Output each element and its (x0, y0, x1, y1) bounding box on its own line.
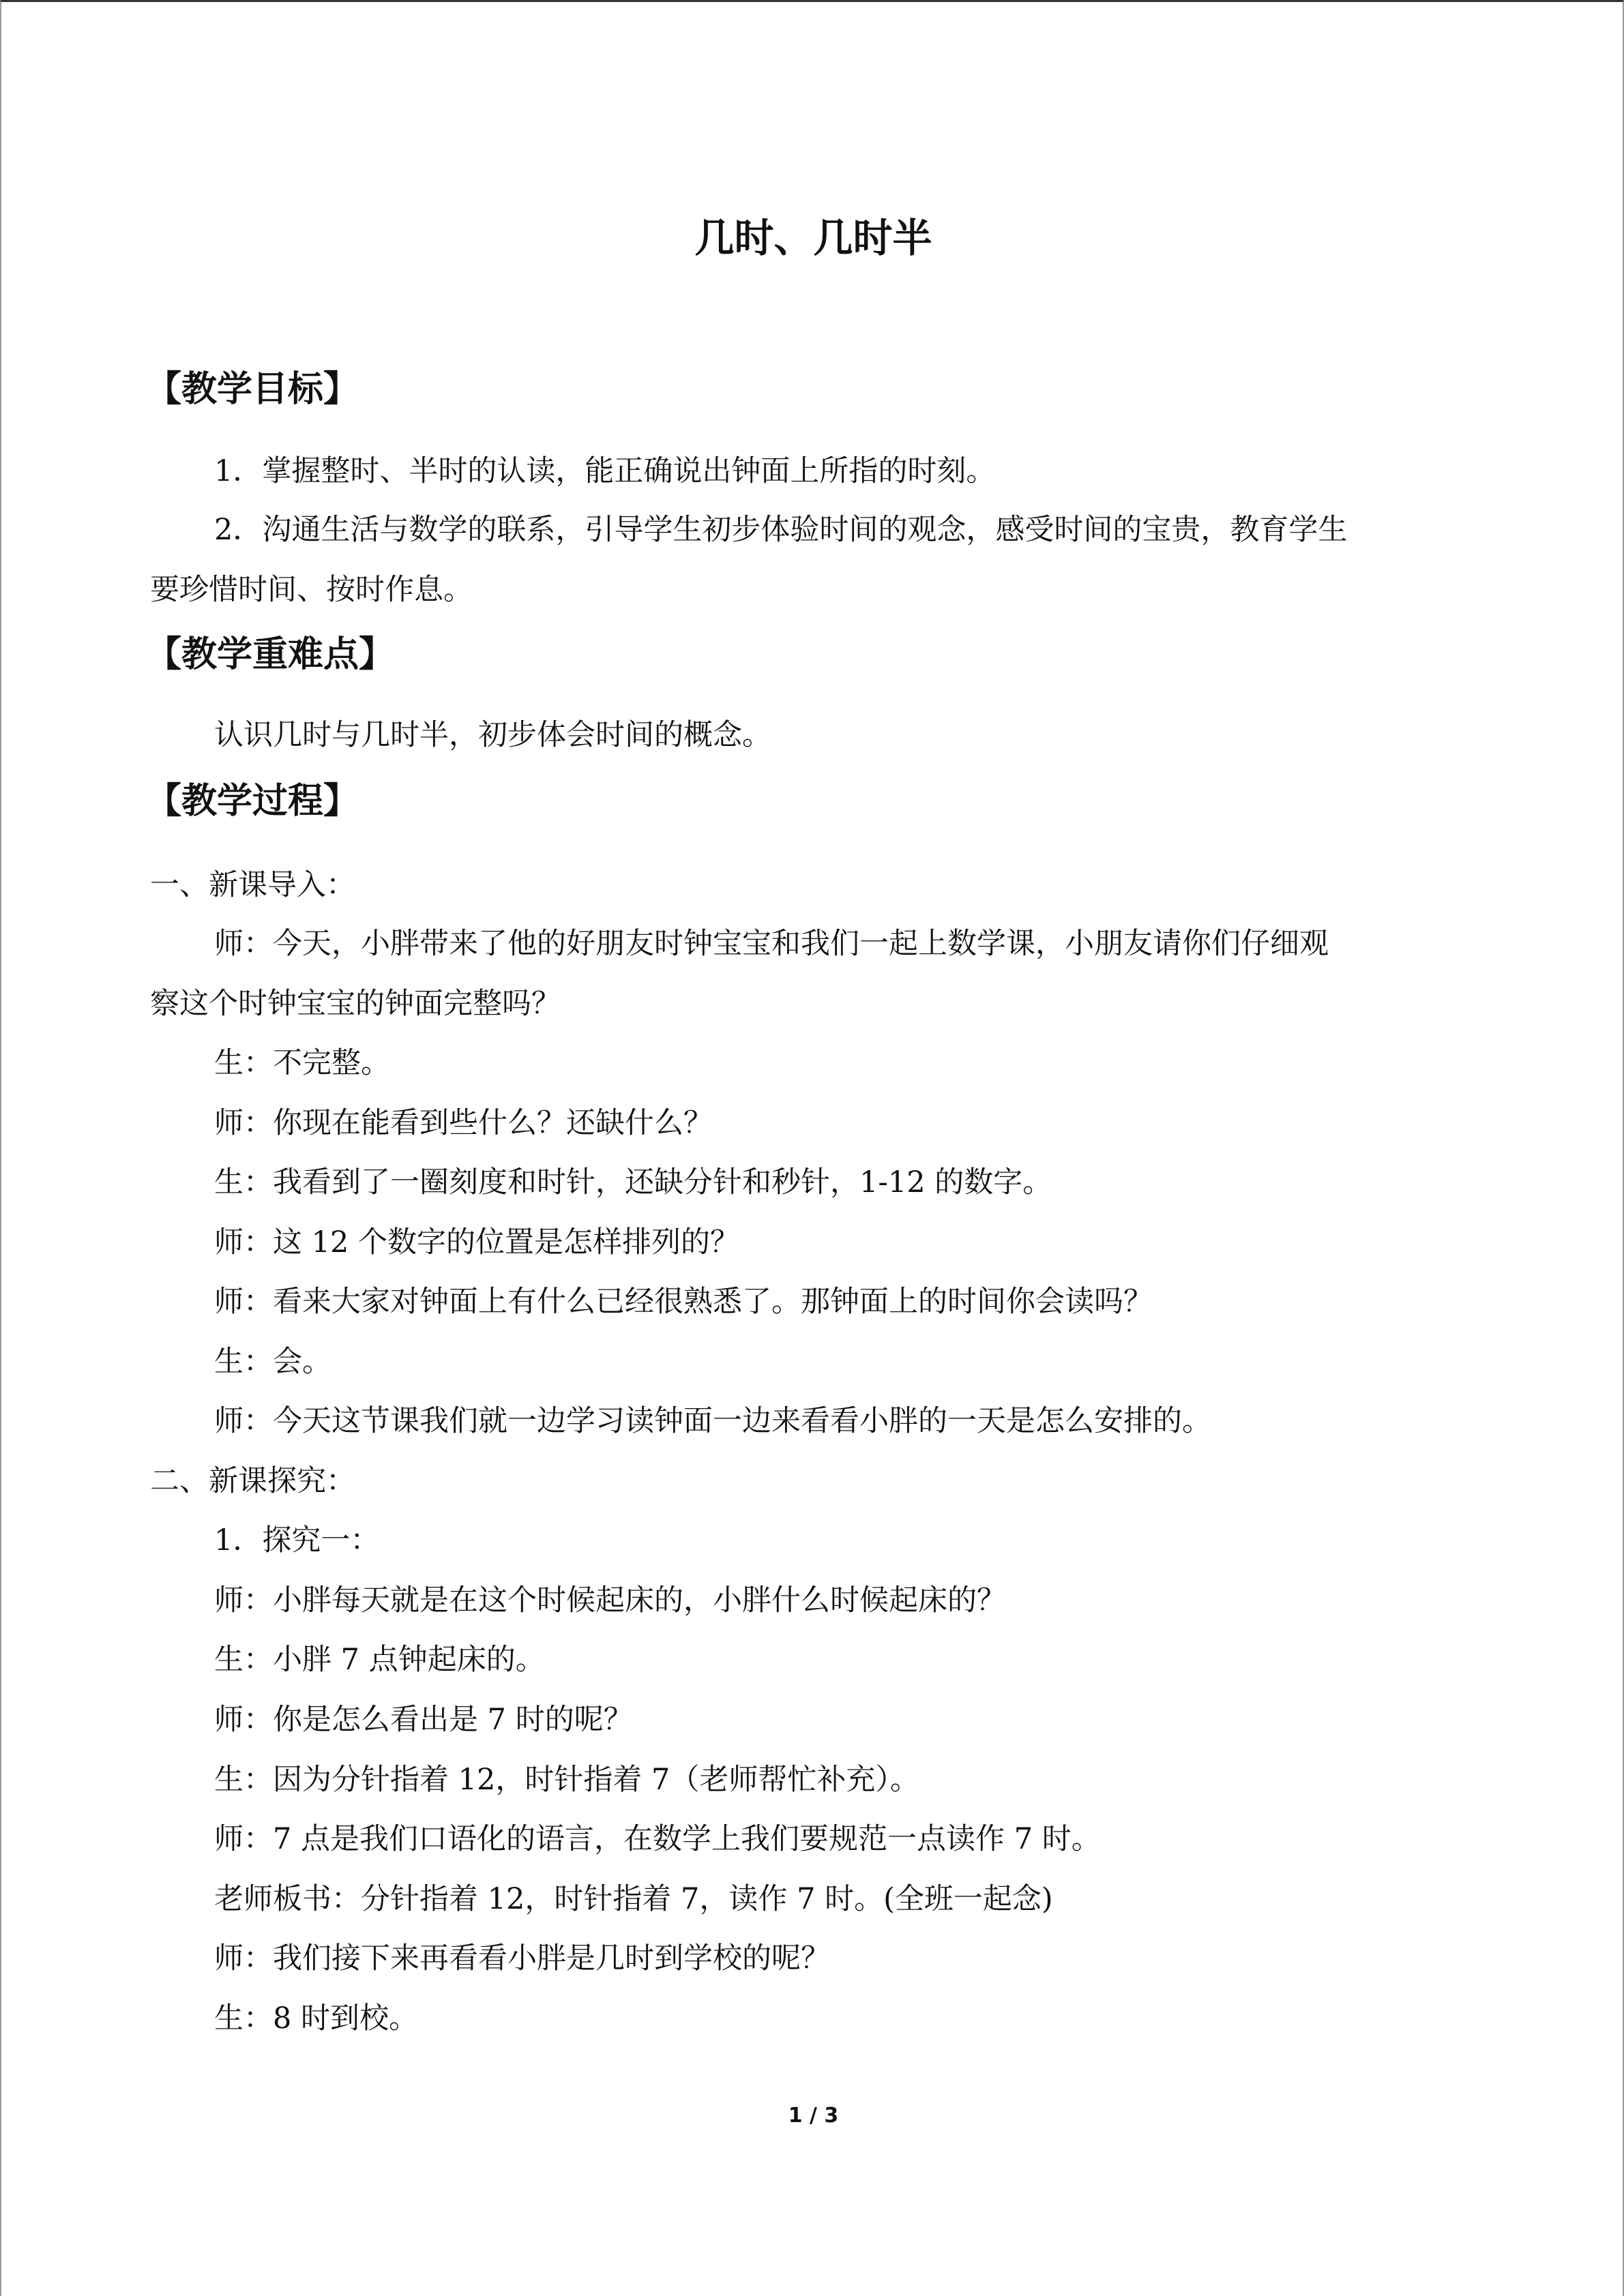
dialogue-line: 师：7 点是我们口语化的语言，在数学上我们要规范一点读作 7 时。 (214, 1822, 1101, 1856)
objective-line: 要珍惜时间、按时作息。 (150, 573, 473, 607)
heading-objectives: 【教学目标】 (146, 369, 359, 410)
page-number: 1 / 3 (788, 2104, 839, 2128)
dialogue-line: 师：看来大家对钟面上有什么已经很熟悉了。那钟面上的时间你会读吗？ (214, 1285, 1153, 1319)
heading-key-points: 【教学重难点】 (146, 634, 395, 675)
dialogue-line: 察这个时钟宝宝的钟面完整吗？ (150, 987, 561, 1021)
section-heading-explore: 二、新课探究： (150, 1464, 355, 1498)
dialogue-line: 老师板书：分针指着 12，时针指着 7，读作 7 时。(全班一起念) (214, 1882, 1053, 1916)
document-title: 几时、几时半 (694, 215, 932, 261)
dialogue-line: 师：小胖每天就是在这个时候起床的，小胖什么时候起床的？ (214, 1583, 1006, 1617)
dialogue-line: 师：我们接下来再看看小胖是几时到学校的呢？ (214, 1941, 830, 1976)
dialogue-line: 生：因为分针指着 12，时针指着 7（老师帮忙补充）。 (214, 1763, 919, 1797)
objective-line: 1．掌握整时、半时的认读，能正确说出钟面上所指的时刻。 (214, 454, 996, 488)
objective-line: 2．沟通生活与数学的联系，引导学生初步体验时间的观念，感受时间的宝贵，教育学生 (214, 513, 1348, 547)
heading-process: 【教学过程】 (146, 781, 359, 822)
dialogue-line: 生：小胖 7 点钟起床的。 (214, 1643, 545, 1677)
dialogue-line: 师：这 12 个数字的位置是怎样排列的？ (214, 1225, 740, 1259)
dialogue-line: 生：不完整。 (214, 1046, 390, 1080)
dialogue-line: 师：你是怎么看出是 7 时的呢？ (214, 1703, 633, 1737)
dialogue-line: 师：你现在能看到些什么？还缺什么？ (214, 1106, 713, 1140)
key-points-text: 认识几时与几时半，初步体会时间的概念。 (214, 718, 771, 752)
section-heading-intro: 一、新课导入： (150, 868, 355, 902)
dialogue-line: 师：今天，小胖带来了他的好朋友时钟宝宝和我们一起上数学课，小朋友请你们仔细观 (214, 927, 1329, 961)
dialogue-line: 生：会。 (214, 1345, 331, 1379)
dialogue-line: 生：8 时到校。 (214, 2001, 419, 2036)
dialogue-line: 师：今天这节课我们就一边学习读钟面一边来看看小胖的一天是怎么安排的。 (214, 1404, 1211, 1438)
dialogue-line: 生：我看到了一圈刻度和时针，还缺分针和秒针，1-12 的数字。 (214, 1165, 1052, 1199)
dialogue-line: 1．探究一： (214, 1523, 380, 1557)
